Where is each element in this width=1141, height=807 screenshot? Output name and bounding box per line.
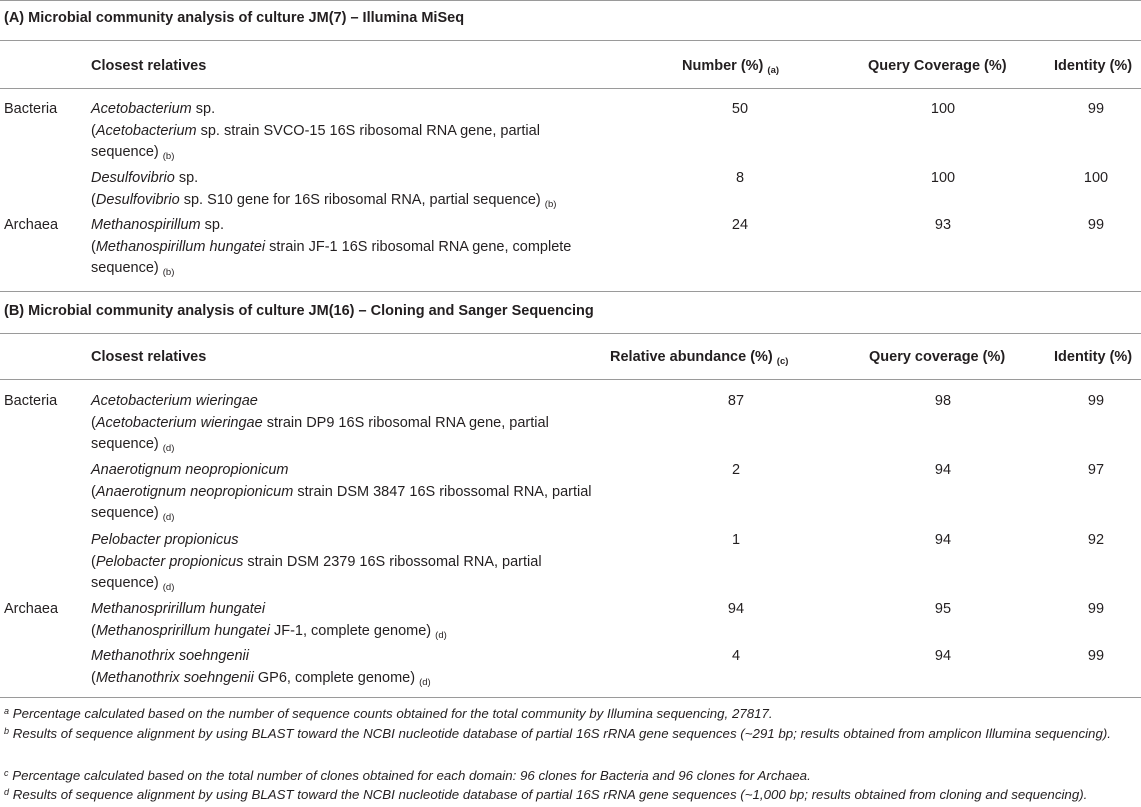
section-b-identity: 99 (1087, 648, 1105, 664)
section-b-coverage: 94 (934, 648, 952, 664)
section-b-title: (B) Microbial community analysis of culture JM(16) – Cloning and Sanger Sequencing (4, 303, 594, 319)
section-a-identity: 99 (1087, 101, 1105, 117)
section-a-title-rule (0, 40, 1141, 41)
section-a-header-rule (0, 88, 1141, 89)
footnote-c: $^c$ Percentage calculated based on the total number of clones obtained for each domain: 96 clones for Bacteria and 96 clones for Archaea. (4, 768, 811, 783)
table-row: Pelobacter propionicus (Pelobacter propionicus strain DSM 2379 16S ribossomal RNA, partial sequence) $_{(d)}$ (91, 532, 542, 593)
section-b-identity: 97 (1087, 462, 1105, 478)
section-b-title-rule (0, 333, 1141, 334)
section-b-domain-bacteria: Bacteria (4, 393, 58, 409)
section-b-top-rule (0, 291, 1141, 292)
section-b-header-abundance: Relative abundance (%) $_{(c)}$ (610, 349, 789, 367)
section-a-identity: 100 (1083, 170, 1109, 186)
section-a-coverage: 93 (934, 217, 952, 233)
section-a-domain-archaea: Archaea (4, 217, 59, 233)
table-row: Methanospririllum hungatei (Methanospririllum hungatei JF-1, complete genome) $_{(d)}$ (91, 601, 447, 641)
section-b-header-rule (0, 379, 1141, 380)
section-b-abundance: 4 (731, 648, 741, 664)
section-b-coverage: 98 (934, 393, 952, 409)
top-rule (0, 0, 1141, 1)
section-b-header-relatives: Closest relatives (91, 349, 207, 365)
section-a-coverage: 100 (930, 101, 956, 117)
section-b-identity: 92 (1087, 532, 1105, 548)
bottom-rule (0, 697, 1141, 698)
section-b-abundance: 94 (727, 601, 745, 617)
section-a-title: (A) Microbial community analysis of culture JM(7) – Illumina MiSeq (4, 10, 465, 26)
section-a-coverage: 100 (930, 170, 956, 186)
section-b-identity: 99 (1087, 393, 1105, 409)
section-b-header-coverage: Query coverage (%) (869, 349, 1006, 365)
table-row: Anaerotignum neopropionicum (Anaerotignum neopropionicum strain DSM 3847 16S ribossomal RNA, partial sequence) $_{(d)}$ (91, 462, 592, 523)
section-b-abundance: 87 (727, 393, 745, 409)
table-row: Desulfovibrio sp. (Desulfovibrio sp. S10 gene for 16S ribosomal RNA, partial sequence) $_{(b)}$ (91, 170, 557, 210)
table-row: Acetobacterium sp. (Acetobacterium sp. strain SVCO-15 16S ribosomal RNA gene, partial sequence) $_{(b)}$ (91, 101, 540, 162)
section-b-abundance: 2 (731, 462, 741, 478)
table-row: Methanothrix soehngenii (Methanothrix soehngenii GP6, complete genome) $_{(d)}$ (91, 648, 431, 688)
section-a-header-relatives: Closest relatives (91, 58, 207, 74)
section-b-abundance: 1 (731, 532, 741, 548)
footnote-a: $^a$ Percentage calculated based on the number of sequence counts obtained for the total community by Illumina sequencing, 27817. (4, 706, 773, 721)
section-b-coverage: 94 (934, 532, 952, 548)
section-a-domain-bacteria: Bacteria (4, 101, 58, 117)
section-b-identity: 99 (1087, 601, 1105, 617)
section-b-domain-archaea: Archaea (4, 601, 59, 617)
section-a-header-identity: Identity (%) (1054, 58, 1133, 74)
section-a-header-coverage: Query Coverage (%) (868, 58, 1007, 74)
table-row: Acetobacterium wieringae (Acetobacterium wieringae strain DP9 16S ribosomal RNA gene, partial sequence) $_{(d)}$ (91, 393, 549, 454)
section-a-identity: 99 (1087, 217, 1105, 233)
footnote-b: $^b$ Results of sequence alignment by using BLAST toward the NCBI nucleotide database of partial 16S rRNA gene sequences (~291 bp; results obtained from amplicon Illumina sequencing). (4, 726, 1111, 741)
section-a-number: 24 (731, 217, 749, 233)
section-a-header-number: Number (%) $_{(a)}$ (682, 58, 780, 76)
section-b-coverage: 95 (934, 601, 952, 617)
section-a-number: 50 (731, 101, 749, 117)
footnote-d: $^d$ Results of sequence alignment by using BLAST toward the NCBI nucleotide database of partial 16S rRNA gene sequences (~1,000 bp; results obtained from cloning and sequencing). (4, 787, 1088, 802)
section-b-coverage: 94 (934, 462, 952, 478)
section-b-header-identity: Identity (%) (1054, 349, 1133, 365)
section-a-number: 8 (735, 170, 745, 186)
table-row: Methanospirillum sp. (Methanospirillum hungatei strain JF-1 16S ribosomal RNA gene, complete sequence) $_{(b)}$ (91, 217, 572, 278)
